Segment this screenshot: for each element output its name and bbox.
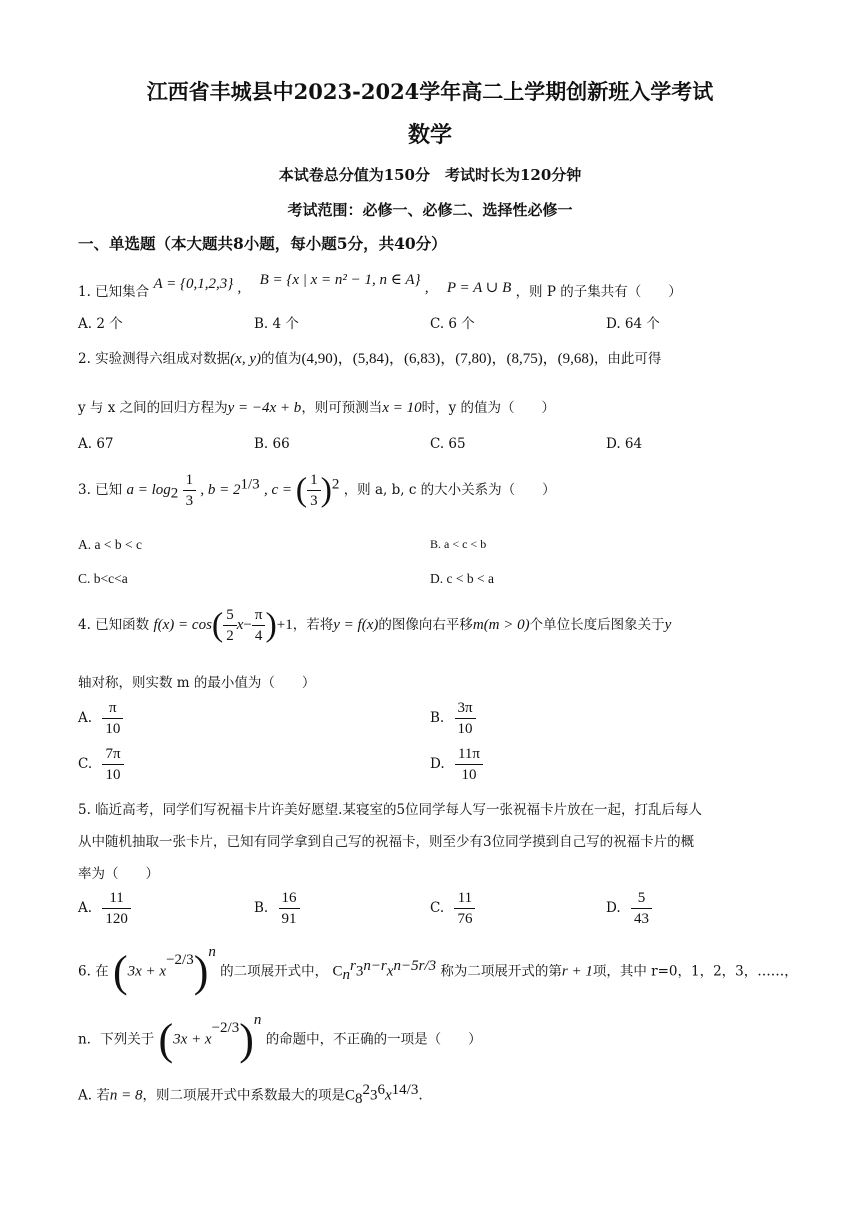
q2-line2-suffix: 时，y 的值为（ ） [421, 400, 556, 416]
q4-mid2: 的图像向右平移 [378, 617, 473, 633]
q5-line-3: 率为（ ） [78, 866, 159, 882]
q5-option-c[interactable] [430, 888, 475, 929]
q4-option-c-den: 10 [105, 767, 121, 783]
q5-option-a[interactable] [78, 888, 131, 929]
q6-term-c: C [332, 963, 343, 980]
q4-option-a-label: A. [78, 710, 93, 726]
q1-prefix: 1. 已知集合 [78, 284, 150, 300]
q2-suffix: ，由此可得 [593, 351, 662, 367]
q6-option-a-mid: ，则二项展开式中系数最大的项是 [142, 1087, 345, 1104]
q2-mid: 的值为 [260, 351, 302, 367]
q6-mid: 的二项展开式中， [220, 963, 329, 980]
q4-frac-five-halves: $\frac{5}{2}$ [223, 605, 237, 646]
q6-mid2: 称为二项展开式的第 [440, 963, 562, 980]
q6-line-2: n．下列关于 $(3x + x^{-2/3})^n$ 的命题中，不正确的一项是（ ） [78, 1012, 482, 1064]
q5-option-d-den: 43 [633, 911, 649, 927]
q3-c-exponent: 2 [331, 476, 340, 493]
q5-option-c-den: 76 [457, 911, 473, 927]
q4-option-c-label: C. [78, 756, 93, 772]
q5-option-c-label: C. [430, 900, 445, 916]
q2-line2-mid: ，则可预测当 [301, 400, 383, 416]
q6-option-a-prefix: A. 若 [78, 1087, 110, 1104]
q5-option-b-label: B. [254, 900, 269, 916]
q4-line-2: 轴对称，则实数 m 的最小值为（ ） [78, 675, 316, 691]
q4-yfx: y = f(x) [333, 617, 379, 633]
q6-power: n [208, 944, 216, 960]
q6-option-a[interactable]: A. 若n = 8，则二项展开式中系数最大的项是$C_8^23^6x^{14/3}$. [78, 1082, 423, 1108]
q2-option-d[interactable]: D. 64 [606, 436, 643, 452]
q2-option-c[interactable]: C. 65 [430, 436, 466, 452]
q3-b-exponent: 1/3 [240, 476, 260, 493]
q4-option-b-num: 3π [455, 698, 476, 719]
q5-option-b-den: 91 [281, 911, 297, 927]
q5-option-d-label: D. [606, 900, 621, 916]
q4-option-a-num: π [102, 698, 123, 719]
q5-option-a-den: 120 [105, 911, 128, 927]
q5-option-b-num: 16 [279, 888, 300, 909]
q5-option-d-num: 5 [631, 888, 652, 909]
q2-line2-prefix: y 与 x 之间的回归方程为 [78, 400, 228, 416]
q6-binomial-exponent: −2/3 [166, 952, 194, 968]
q4-option-c[interactable] [78, 744, 124, 785]
q6-prefix: 6. 在 [78, 963, 109, 980]
q1-option-a[interactable]: A. 2 个 [78, 316, 123, 332]
q1-set-a: A = {0,1,2,3} [153, 276, 234, 292]
question-6: 6. 在 $(3x + x^{-2/3})^n$ 的二项展开式中， $C_n^r3^{n-r}x^{n-5r/3}$ 称为二项展开式的第r + 1项，其中 r=0，1，2，3，……， [78, 944, 798, 996]
q1-suffix: ，则 P 的子集共有（ ） [515, 284, 682, 300]
exam-title: 江西省丰城县中2023-2024学年高二上学期创新班入学考试 [146, 79, 714, 104]
question-3: 3. 已知 $a = \log_2$ $\frac{1}{3}$ , $b = 2^{1/3}$ , c = ( $\frac{1}{3}$ )$^2$ ，则 a, b, c 的大小关系为（ ） [78, 471, 556, 509]
q4-option-d-den: 10 [461, 767, 477, 783]
q6-binomial: 3x + x [127, 963, 167, 980]
q5-option-a-label: A. [78, 900, 93, 916]
question-2-line-2 [78, 396, 555, 417]
q2-equation: y = −4x + b [227, 400, 302, 416]
q1-option-b[interactable]: B. 4 个 [254, 316, 299, 332]
q4-mid: ，若将 [292, 617, 334, 633]
q4-suffix-y: y [664, 617, 672, 633]
q4-option-a[interactable] [78, 698, 123, 739]
q2-prefix: 2. 实验测得六组成对数据 [78, 351, 231, 367]
q2-data-points: (4,90)，(5,84)，(6,83)，(7,80)，(8,75)，(9,68) [301, 351, 594, 367]
question-1: 1. 已知集合 A = {0,1,2,3} , B = {x | x = n² − 1, n ∈ A} , P = A ∪ B ，则 P 的子集共有（ ） [78, 272, 682, 300]
q6-option-a-cond: n = 8 [109, 1087, 143, 1104]
q4-func-tail: +1 [276, 617, 293, 633]
q4-option-b-den: 10 [457, 721, 473, 737]
q3-log-base: 2 [170, 485, 179, 502]
q4-option-d-label: D. [430, 756, 445, 772]
q6-option-a-end: . [418, 1087, 423, 1104]
section-heading: 一、单选题（本大题共8小题，每小题5分，共40分） [78, 234, 447, 253]
q4-shift: m(m > 0) [472, 617, 530, 633]
q2-condition: x = 10 [382, 400, 422, 416]
q2-option-a[interactable]: A. 67 [78, 436, 114, 452]
q3-expr-a: a = log [126, 482, 171, 498]
q4-option-d[interactable] [430, 744, 483, 785]
q4-option-b[interactable] [430, 698, 476, 739]
q3-expr-b: , b = 2 [200, 482, 241, 498]
question-2-line-1 [78, 347, 661, 368]
q5-option-c-num: 11 [454, 888, 475, 909]
q3-frac-c: $\frac{1}{3}$ [307, 470, 321, 511]
q6-line2-prefix: n．下列关于 [78, 1031, 155, 1048]
q3-expr-c: , c = [263, 482, 296, 498]
q4-option-c-num: 7π [102, 744, 123, 765]
q4-option-b-label: B. [430, 710, 445, 726]
q4-option-a-den: 10 [105, 721, 121, 737]
q5-line-2: 从中随机抽取一张卡片，已知有同学拿到自己写的祝福卡，则至少有3位同学摸到自己写的祝福卡片的概 [78, 834, 695, 850]
q6-line2-suffix: 的命题中，不正确的一项是（ ） [265, 1031, 482, 1048]
q3-suffix: ，则 a, b, c 的大小关系为（ ） [343, 482, 556, 498]
q1-option-d[interactable]: D. 64 个 [606, 316, 660, 332]
q6-term-index: r + 1 [561, 963, 593, 980]
q3-option-b[interactable]: B. a < c < b [430, 537, 487, 551]
exam-info: 本试卷总分值为150分 考试时长为120分钟 [278, 166, 582, 184]
q2-pair: (x, y) [230, 351, 261, 367]
q5-option-a-num: 11 [102, 888, 131, 909]
question-4: 4. 已知函数 f(x) = cos( $\frac{5}{2}$ x− $\frac{\pi}{4}$ )+1，若将y = f(x)的图像向右平移m(m > 0)个单位长度后图象关于y [78, 606, 672, 644]
q1-set-b: B = {x | x = n² − 1, n ∈ A} [259, 272, 421, 288]
subject-title: 数学 [407, 122, 452, 148]
q4-frac-pi-quarter: $\frac{\pi}{4}$ [252, 605, 266, 646]
q5-option-d[interactable] [606, 888, 652, 929]
q3-option-c[interactable]: C. b<c<a [78, 571, 128, 586]
q4-option-d-num: 11π [455, 744, 483, 765]
q3-prefix: 3. 已知 [78, 482, 123, 498]
q4-suffix: 个单位长度后图象关于 [529, 617, 665, 633]
q1-option-c[interactable]: C. 6 个 [430, 316, 475, 332]
q5-option-b[interactable] [254, 888, 300, 929]
exam-scope: 考试范围：必修一、必修二、选择性必修一 [287, 201, 573, 219]
q2-option-b[interactable]: B. 66 [254, 436, 290, 452]
q1-set-p: P = A ∪ B [446, 280, 512, 296]
q3-option-d[interactable]: D. c < b < a [430, 571, 494, 586]
q5-line-1: 5. 临近高考，同学们写祝福卡片许美好愿望.某寝室的5位同学每人写一张祝福卡片放在一起，打乱后每人 [78, 802, 703, 818]
q4-prefix: 4. 已知函数 [78, 617, 150, 633]
q6-suffix: 项，其中 r=0，1，2，3，……， [592, 963, 798, 980]
q3-frac-one-third: $\frac{1}{3}$ [183, 470, 197, 511]
q4-func: f(x) = cos [153, 617, 212, 633]
q3-option-a[interactable]: A. a < b < c [78, 537, 142, 552]
